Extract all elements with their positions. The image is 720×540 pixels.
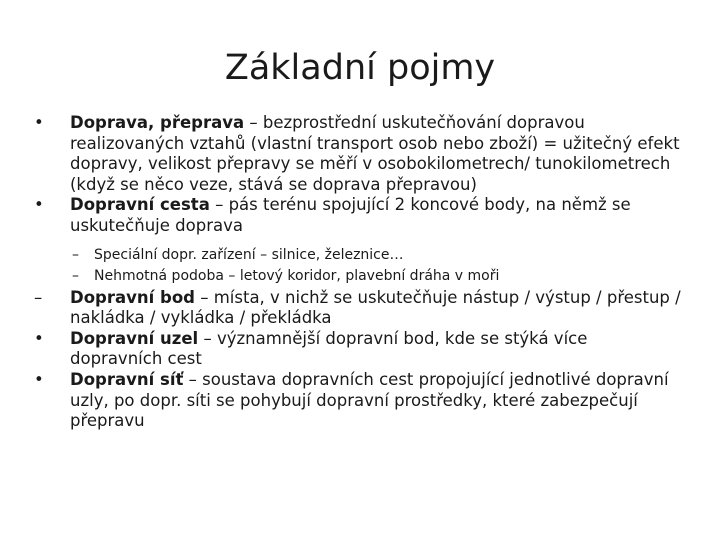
term: Dopravní cesta xyxy=(70,195,210,215)
list-item-doprava xyxy=(34,113,684,195)
list-item-dopravni-bod xyxy=(34,288,684,329)
dash-marker: – xyxy=(72,268,79,285)
sublist-text: Nehmotná podoba – letový koridor, plavební dráha v moři xyxy=(94,268,500,285)
bullet-marker: • xyxy=(34,195,44,215)
dash-marker: – xyxy=(34,287,43,307)
bullet-marker: • xyxy=(34,328,44,348)
sublist-item-specialni xyxy=(34,245,684,267)
sublist-item-nehmotna xyxy=(34,266,684,288)
list-item-dopravni-uzel xyxy=(34,329,684,370)
term: Doprava, přeprava xyxy=(70,113,245,132)
bullet-marker: • xyxy=(34,369,44,389)
sublist xyxy=(34,245,684,288)
definition: – místa, v nichž se uskutečňuje nástup / výstup / přestup / nakládka / vykládka / překládka xyxy=(70,287,681,328)
definition: – bezprostřední uskutečňování dopravou realizovaných vztahů (vlastní transport osob nebo zboží) = užitečný efekt dopravy, velikost přepravy se měří v osobokilometrech/ tunokilometrech (když se něco veze, stává se doprava přepravou) xyxy=(70,113,680,194)
definition: – pás terénu spojující 2 koncové body, na němž se uskutečňuje doprava xyxy=(70,195,631,235)
term: Dopravní bod xyxy=(70,287,195,307)
slide-title: Základní pojmy xyxy=(224,48,496,88)
definition: – soustava dopravních cest propojující jednotlivé dopravní uzly, po dopr. síti se pohybují dopravní prostředky, které zabezpečují přepravu xyxy=(70,369,669,431)
term: Dopravní uzel xyxy=(70,328,199,348)
sublist-text: Speciální dopr. zařízení – silnice, železnice… xyxy=(94,246,404,263)
list-item-dopravni-cesta xyxy=(34,195,684,236)
definition: – významnější dopravní bod, kde se stýká více dopravních cest xyxy=(70,328,588,369)
term: Dopravní síť xyxy=(70,369,184,389)
list-item-dopravni-sit xyxy=(34,370,684,432)
bullet-marker: • xyxy=(34,113,44,132)
slide-content xyxy=(34,113,684,432)
dash-marker: – xyxy=(72,246,79,263)
